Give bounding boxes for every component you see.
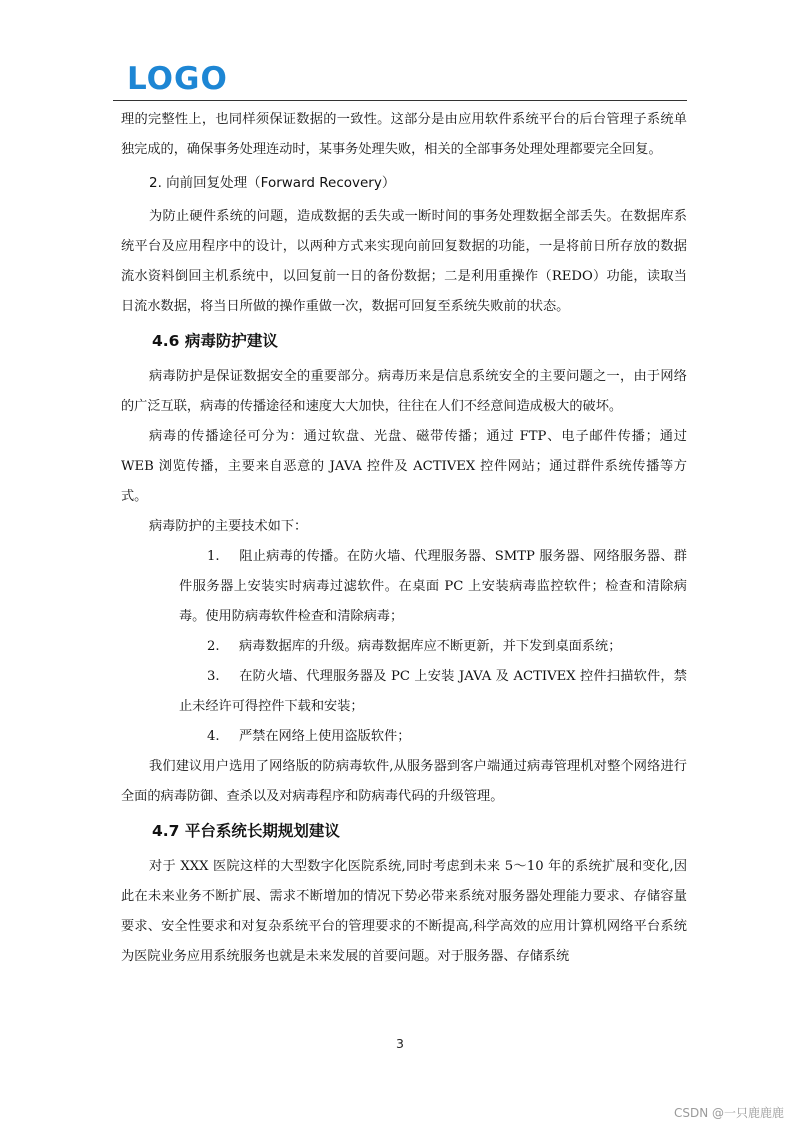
forward-recovery-heading: 2. 向前回复处理（Forward Recovery）	[149, 175, 396, 191]
list-item	[179, 722, 687, 752]
list-item-number: 3.	[207, 669, 220, 684]
header-rule	[113, 100, 687, 101]
list-item-number: 2.	[207, 639, 220, 654]
paragraph-continuation: 理的完整性上，也同样须保证数据的一致性。这部分是由应用软件系统平台的后台管理子系统单独完成的，确保事务处理连动时，某事务处理失败，相关的全部事务处理处理都要完全回复。	[121, 112, 687, 157]
paragraph-virus-intro: 病毒防护是保证数据安全的重要部分。病毒历来是信息系统安全的主要问题之一，由于网络的广泛互联，病毒的传播途径和速度大大加快，往往在人们不经意间造成极大的破坏。	[121, 369, 687, 414]
list-item	[179, 662, 687, 722]
section-heading-4-7: 4.7 平台系统长期规划建议	[152, 822, 340, 840]
section-heading-4-6: 4.6 病毒防护建议	[152, 332, 278, 350]
list-item-text: 在防火墙、代理服务器及 PC 上安装 JAVA 及 ACTIVEX 控件扫描软件，禁止未经许可得控件下载和安装；	[179, 669, 687, 714]
document-body	[121, 105, 687, 972]
list-item	[179, 542, 687, 632]
paragraph-long-term-plan: 对于 XXX 医院这样的大型数字化医院系统,同时考虑到未来 5～10 年的系统扩展和变化,因此在未来业务不断扩展、需求不断增加的情况下势必带来系统对服务器处理能力要求、存储容量要求、安全性要求和对复杂系统平台的管理要求的不断提高,科学高效的应用计算机网络平台系统为医院业务应用系统服务也就是未来发展的首要问题。对于服务器、存储系统	[121, 859, 687, 964]
list-item-text: 阻止病毒的传播。在防火墙、代理服务器、SMTP 服务器、网络服务器、群件服务器上安装实时病毒过滤软件。在桌面 PC 上安装病毒监控软件；检查和清除病毒。使用防病毒软件检查和清除病毒；	[179, 549, 687, 624]
logo: LOGO	[127, 61, 228, 97]
list-item-number: 4.	[207, 729, 220, 744]
list-item-number: 1.	[207, 549, 220, 564]
list-item	[179, 632, 687, 662]
list-item-text: 病毒数据库的升级。病毒数据库应不断更新，并下发到桌面系统；	[239, 639, 622, 654]
page-number: 3	[396, 1036, 404, 1051]
paragraph-virus-channels: 病毒的传播途径可分为：通过软盘、光盘、磁带传播；通过 FTP、电子邮件传播；通过 WEB 浏览传播，主要来自恶意的 JAVA 控件及 ACTIVEX 控件网站；通过群件系统传播等方式。	[121, 429, 687, 504]
paragraph-forward-recovery: 为防止硬件系统的问题，造成数据的丢失或一断时间的事务处理数据全部丢失。在数据库系统平台及应用程序中的设计，以两种方式来实现向前回复数据的功能，一是将前日所存放的数据流水资料倒回主机系统中，以回复前一日的备份数据；二是利用重操作（REDO）功能，读取当日流水数据，将当日所做的操作重做一次，数据可回复至系统失败前的状态。	[121, 209, 687, 314]
csdn-watermark: CSDN @一只鹿鹿鹿	[673, 1106, 784, 1120]
paragraph-antivirus-recommendation: 我们建议用户选用了网络版的防病毒软件,从服务器到客户端通过病毒管理机对整个网络进行全面的病毒防御、查杀以及对病毒程序和防病毒代码的升级管理。	[121, 759, 687, 804]
page-header	[0, 0, 800, 104]
paragraph-virus-tech-lead: 病毒防护的主要技术如下：	[149, 519, 308, 534]
list-item-text: 严禁在网络上使用盗版软件；	[239, 729, 411, 744]
virus-tech-list	[179, 542, 687, 752]
